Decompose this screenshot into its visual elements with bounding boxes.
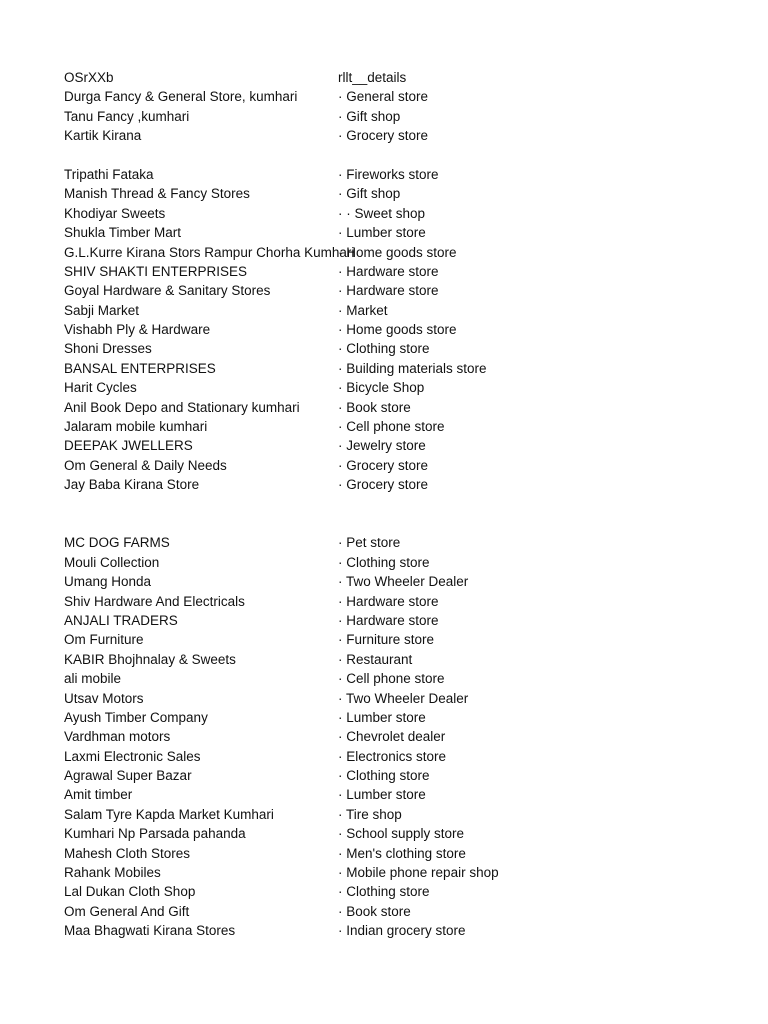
store-details-cell[interactable]: · Chevrolet dealer	[338, 729, 446, 745]
store-name-cell[interactable]: Jalaram mobile kumhari	[64, 419, 208, 435]
table-row	[64, 301, 704, 320]
store-details-cell[interactable]: · Book store	[338, 399, 411, 415]
table-body	[64, 87, 704, 940]
store-details-cell[interactable]: · Home goods store	[338, 322, 457, 338]
table-row	[64, 533, 704, 552]
table-row	[64, 359, 704, 378]
store-details-cell[interactable]	[338, 146, 478, 165]
store-details-cell[interactable]: · Grocery store	[338, 457, 429, 473]
store-name-cell[interactable]: Salam Tyre Kapda Market Kumhari	[64, 806, 274, 822]
table-row	[64, 882, 704, 901]
table-row	[64, 107, 704, 126]
store-details-cell[interactable]: · Building materials store	[338, 360, 487, 376]
store-name-cell[interactable]: Mahesh Cloth Stores	[64, 845, 191, 861]
table-row	[64, 785, 704, 804]
store-name-cell[interactable]	[64, 146, 338, 165]
table-row	[64, 417, 704, 436]
table-row	[64, 611, 704, 630]
store-details-cell[interactable]: · School supply store	[338, 826, 465, 842]
store-details-cell[interactable]: · Indian grocery store	[338, 923, 466, 939]
store-details-cell[interactable]: · Hardware store	[338, 612, 439, 628]
store-details-cell[interactable]: · Hardware store	[338, 263, 439, 279]
store-name-cell[interactable]: Mouli Collection	[64, 554, 160, 570]
store-details-cell[interactable]: · Furniture store	[338, 632, 435, 648]
table-row	[64, 844, 704, 863]
store-name-cell[interactable]: BANSAL ENTERPRISES	[64, 360, 216, 376]
store-details-cell[interactable]: · Book store	[338, 903, 411, 919]
store-name-cell[interactable]: Amit timber	[64, 787, 133, 803]
table-row	[64, 766, 704, 785]
store-name-cell[interactable]: Agrawal Super Bazar	[64, 768, 192, 784]
table-row	[64, 495, 704, 514]
store-name-cell[interactable]: Maa Bhagwati Kirana Stores	[64, 923, 236, 939]
spreadsheet-sheet	[64, 68, 704, 941]
table-row	[64, 165, 704, 184]
store-name-cell[interactable]: Vardhman motors	[64, 729, 171, 745]
store-name-cell[interactable]: Shiv Hardware And Electricals	[64, 593, 245, 609]
store-details-cell[interactable]: · Tire shop	[338, 806, 402, 822]
table-row	[64, 281, 704, 300]
store-details-cell[interactable]: · Restaurant	[338, 651, 413, 667]
store-name-cell[interactable]: Om Furniture	[64, 632, 144, 648]
table-row	[64, 184, 704, 203]
store-name-cell[interactable]: G.L.Kurre Kirana Stors Rampur Chorha Kumhari	[64, 244, 355, 260]
store-details-cell[interactable]: · Lumber store	[338, 225, 426, 241]
table-row	[64, 824, 704, 843]
table-row	[64, 126, 704, 145]
store-details-cell[interactable]: · Hardware store	[338, 593, 439, 609]
store-name-cell[interactable]: ANJALI TRADERS	[64, 612, 178, 628]
store-name-cell[interactable]	[64, 514, 338, 533]
table-row	[64, 708, 704, 727]
store-details-cell[interactable]: · Gift shop	[338, 186, 401, 202]
store-name-cell[interactable]: Goyal Hardware & Sanitary Stores	[64, 283, 271, 299]
table-row	[64, 863, 704, 882]
store-name-cell[interactable]: KABIR Bhojhnalay & Sweets	[64, 651, 236, 667]
store-name-cell[interactable]: Kartik Kirana	[64, 128, 142, 144]
store-details-cell[interactable]	[338, 514, 478, 533]
store-name-cell[interactable]: Rahank Mobiles	[64, 865, 161, 881]
store-details-cell[interactable]: · Grocery store	[338, 477, 429, 493]
store-details-cell[interactable]: · Clothing store	[338, 768, 430, 784]
table-row	[64, 339, 704, 358]
store-details-cell[interactable]: · Electronics store	[338, 748, 447, 764]
store-details-cell[interactable]: · Gift shop	[338, 108, 401, 124]
table-row	[64, 747, 704, 766]
store-name-cell[interactable]: Utsav Motors	[64, 690, 144, 706]
table-row	[64, 553, 704, 572]
store-details-cell[interactable]: · Grocery store	[338, 128, 429, 144]
table-row	[64, 243, 704, 262]
table-row	[64, 592, 704, 611]
table-row	[64, 902, 704, 921]
table-row	[64, 262, 704, 281]
store-name-cell[interactable]: Tripathi Fataka	[64, 166, 154, 182]
store-details-cell[interactable]: · Two Wheeler Dealer	[338, 574, 469, 590]
store-details-cell[interactable]	[338, 495, 478, 514]
store-name-cell[interactable]: Tanu Fancy ,kumhari	[64, 108, 190, 124]
store-name-cell[interactable]: Laxmi Electronic Sales	[64, 748, 201, 764]
store-name-cell[interactable]: Lal Dukan Cloth Shop	[64, 884, 196, 900]
store-details-cell[interactable]: · Men's clothing store	[338, 845, 466, 861]
store-name-cell[interactable]: DEEPAK JWELLERS	[64, 438, 193, 454]
store-details-cell[interactable]: · Market	[338, 302, 388, 318]
table-row	[64, 87, 704, 106]
table-row	[64, 223, 704, 242]
table-row	[64, 146, 704, 165]
table-row	[64, 378, 704, 397]
table-row	[64, 689, 704, 708]
table-row	[64, 727, 704, 746]
store-details-cell[interactable]: · Pet store	[338, 535, 401, 551]
table-row	[64, 398, 704, 417]
table-row	[64, 475, 704, 494]
store-details-cell[interactable]: · General store	[338, 89, 429, 105]
store-name-cell[interactable]: Khodiyar Sweets	[64, 205, 166, 221]
store-name-cell[interactable]: Shoni Dresses	[64, 341, 152, 357]
table-row	[64, 650, 704, 669]
table-row	[64, 436, 704, 455]
store-details-cell[interactable]: · Bicycle Shop	[338, 380, 425, 396]
store-details-cell[interactable]: · Lumber store	[338, 709, 426, 725]
store-name-cell[interactable]: MC DOG FARMS	[64, 535, 170, 551]
store-details-cell[interactable]: · · Sweet shop	[338, 205, 426, 221]
table-row	[64, 320, 704, 339]
store-details-cell[interactable]: · Hardware store	[338, 283, 439, 299]
store-details-cell[interactable]: · Clothing store	[338, 554, 430, 570]
store-name-cell[interactable]: Umang Honda	[64, 574, 152, 590]
store-name-cell[interactable]: Om General And Gift	[64, 903, 190, 919]
store-name-cell[interactable]: Shukla Timber Mart	[64, 225, 182, 241]
table-row	[64, 204, 704, 223]
store-details-cell[interactable]: · Clothing store	[338, 341, 430, 357]
store-name-cell[interactable]: Harit Cycles	[64, 380, 137, 396]
table-row	[64, 805, 704, 824]
store-name-cell[interactable]: Durga Fancy & General Store, kumhari	[64, 89, 298, 105]
store-name-cell[interactable]: Sabji Market	[64, 302, 140, 318]
store-details-cell[interactable]: · Fireworks store	[338, 166, 439, 182]
table-row	[64, 572, 704, 591]
store-details-cell[interactable]: · Lumber store	[338, 787, 426, 803]
store-name-cell[interactable]: Jay Baba Kirana Store	[64, 477, 200, 493]
store-name-cell[interactable]: Kumhari Np Parsada pahanda	[64, 826, 246, 842]
store-details-cell[interactable]: · Jewelry store	[338, 438, 426, 454]
table-row	[64, 630, 704, 649]
store-details-cell[interactable]: · Two Wheeler Dealer	[338, 690, 469, 706]
store-details-cell[interactable]: · Clothing store	[338, 884, 430, 900]
store-details-cell[interactable]: · Mobile phone repair shop	[338, 865, 499, 881]
table-row	[64, 921, 704, 940]
store-name-cell[interactable]	[64, 495, 338, 514]
store-name-cell[interactable]: ali mobile	[64, 671, 122, 687]
table-row	[64, 669, 704, 688]
store-details-cell[interactable]: · Cell phone store	[338, 671, 445, 687]
store-name-cell[interactable]: Manish Thread & Fancy Stores	[64, 186, 250, 202]
store-name-cell[interactable]: Vishabh Ply & Hardware	[64, 322, 211, 338]
header-row	[64, 68, 704, 87]
header-details-cell[interactable]: rllt__details	[338, 70, 407, 85]
store-details-cell[interactable]: · Cell phone store	[338, 419, 445, 435]
store-details-cell[interactable]: · Home goods store	[338, 244, 457, 260]
table-row	[64, 456, 704, 475]
store-name-cell[interactable]: Ayush Timber Company	[64, 709, 208, 725]
store-name-cell[interactable]: Anil Book Depo and Stationary kumhari	[64, 399, 300, 415]
header-name-cell[interactable]: OSrXXb	[64, 70, 114, 85]
store-name-cell[interactable]: Om General & Daily Needs	[64, 457, 227, 473]
table-row	[64, 514, 704, 533]
store-name-cell[interactable]: SHIV SHAKTI ENTERPRISES	[64, 263, 248, 279]
